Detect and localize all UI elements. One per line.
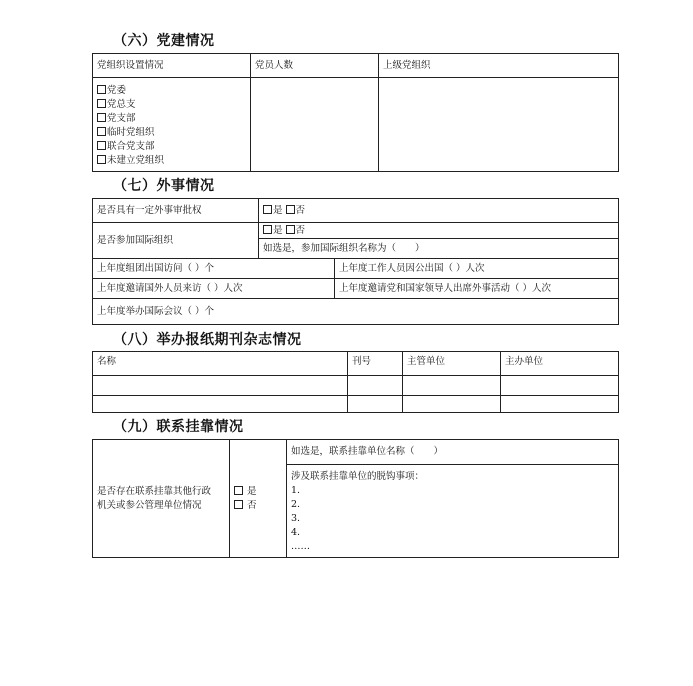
approval-no[interactable]: 否 <box>286 205 306 216</box>
publication-supervisor-header: 主管单位 <box>403 352 501 376</box>
affiliation-table <box>92 439 619 558</box>
intl-org-choice <box>259 223 619 239</box>
intl-org-no[interactable]: 否 <box>286 225 306 236</box>
checkbox-icon[interactable] <box>97 141 106 150</box>
publications-table <box>92 351 619 413</box>
option-general-branch[interactable]: 党总支 <box>97 98 246 112</box>
intl-org-label: 是否参加国际组织 <box>93 223 259 259</box>
publication-issn-header: 刊号 <box>348 352 403 376</box>
affiliation-question: 是否存在联系挂靠其他行政 机关或参公管理单位情况 <box>93 440 230 558</box>
section-6-title: （六）党建情况 <box>113 33 215 49</box>
party-org-options <box>93 78 251 172</box>
staff-abroad-field[interactable]: 上年度工作人员因公出国（ ）人次 <box>335 259 619 279</box>
checkbox-icon[interactable] <box>263 205 272 214</box>
list-item: 4. <box>291 527 301 538</box>
checkbox-icon[interactable] <box>286 205 295 214</box>
party-member-count-header: 党员人数 <box>251 54 379 78</box>
table-cell[interactable] <box>403 396 501 413</box>
list-item: 2. <box>291 499 301 510</box>
affiliation-choice <box>230 440 287 558</box>
table-cell[interactable] <box>403 376 501 396</box>
list-item: …… <box>291 541 310 552</box>
option-party-committee[interactable]: 党委 <box>97 84 246 98</box>
section-8-title: （八）举办报纸期刊杂志情况 <box>113 332 302 348</box>
checkbox-icon[interactable] <box>286 225 295 234</box>
affiliated-unit-name-field[interactable]: 如选是，联系挂靠单位名称（ ） <box>287 440 619 465</box>
table-cell[interactable] <box>348 396 403 413</box>
publication-sponsor-header: 主办单位 <box>501 352 619 376</box>
detach-matters-field[interactable]: 涉及联系挂靠单位的脱钩事项： 1. 2. 3. 4. …… <box>287 465 619 558</box>
option-temporary-org[interactable]: 临时党组织 <box>97 126 246 140</box>
superior-party-org-cell[interactable] <box>379 78 619 172</box>
foreign-visitors-field[interactable]: 上年度邀请国外人员来访（ ）人次 <box>93 279 335 299</box>
checkbox-icon[interactable] <box>97 113 106 122</box>
visits-abroad-field[interactable]: 上年度组团出国访问（ ）个 <box>93 259 335 279</box>
publication-name-header: 名称 <box>93 352 348 376</box>
intl-org-name-field[interactable]: 如选是，参加国际组织名称为（ ） <box>259 239 619 259</box>
checkbox-icon[interactable] <box>97 85 106 94</box>
superior-party-org-header: 上级党组织 <box>379 54 619 78</box>
intl-org-yes[interactable]: 是 <box>263 225 283 236</box>
checkbox-icon[interactable] <box>97 155 106 164</box>
party-member-count-cell[interactable] <box>251 78 379 172</box>
checkbox-icon[interactable] <box>97 127 106 136</box>
foreign-approval-choice <box>259 199 619 223</box>
option-branch[interactable]: 党支部 <box>97 112 246 126</box>
checkbox-icon[interactable] <box>263 225 272 234</box>
option-none[interactable]: 未建立党组织 <box>97 154 246 168</box>
party-building-table <box>92 53 619 172</box>
table-cell[interactable] <box>501 376 619 396</box>
approval-yes[interactable]: 是 <box>263 205 283 216</box>
table-cell[interactable] <box>348 376 403 396</box>
intl-meetings-field[interactable]: 上年度举办国际会议（ ）个 <box>93 299 619 325</box>
table-cell[interactable] <box>93 396 348 413</box>
section-9-title: （九）联系挂靠情况 <box>113 419 244 435</box>
foreign-approval-label: 是否具有一定外事审批权 <box>93 199 259 223</box>
list-item: 1. <box>291 485 301 496</box>
leaders-invited-field[interactable]: 上年度邀请党和国家领导人出席外事活动（ ）人次 <box>335 279 619 299</box>
table-cell[interactable] <box>501 396 619 413</box>
affiliation-yes[interactable]: 是 <box>234 485 282 499</box>
section-7-title: （七）外事情况 <box>113 178 215 194</box>
party-org-setup-header: 党组织设置情况 <box>93 54 251 78</box>
checkbox-icon[interactable] <box>234 486 243 495</box>
option-joint-branch[interactable]: 联合党支部 <box>97 140 246 154</box>
affiliation-no[interactable]: 否 <box>234 499 282 513</box>
checkbox-icon[interactable] <box>234 500 243 509</box>
foreign-affairs-table <box>92 198 619 325</box>
table-cell[interactable] <box>93 376 348 396</box>
list-item: 3. <box>291 513 301 524</box>
checkbox-icon[interactable] <box>97 99 106 108</box>
